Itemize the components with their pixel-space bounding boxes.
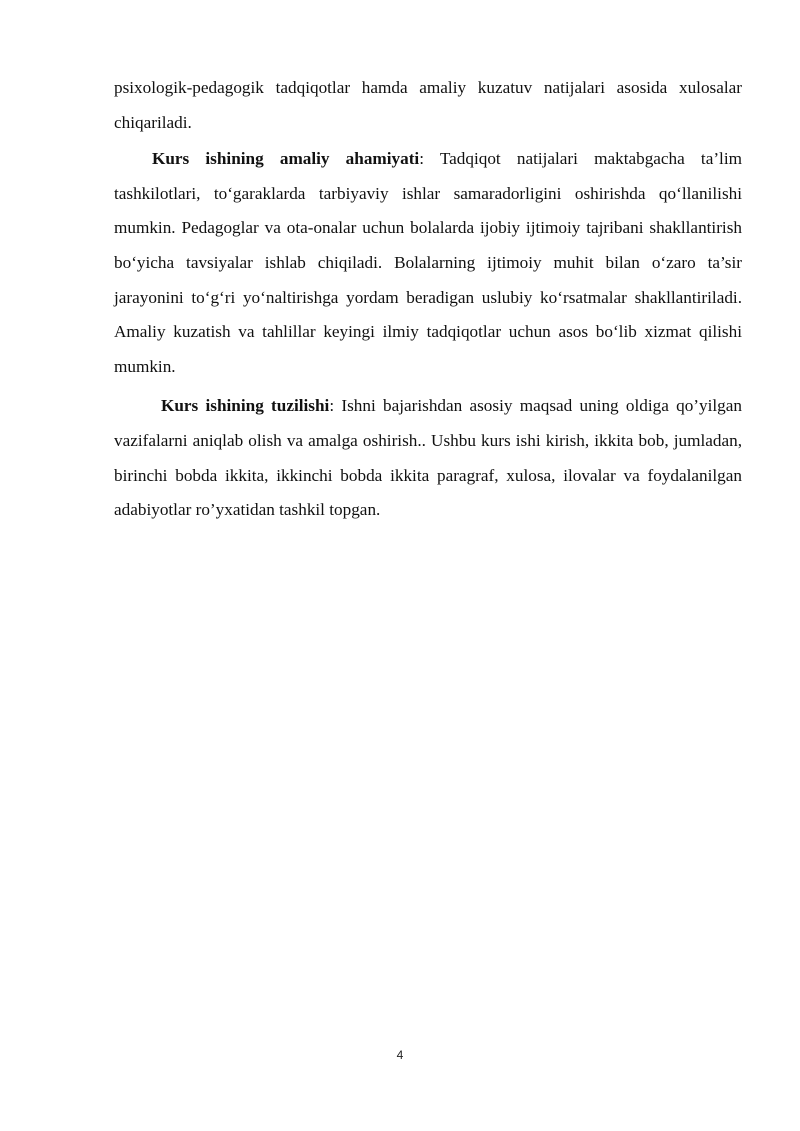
- structure-colon: :: [329, 396, 335, 416]
- structure-heading: Kurs ishining tuzilishi: [161, 396, 330, 416]
- practical-significance-text: Tadqiqot natijalari maktabgacha ta’lim tashkilotlari, to‘garaklarda tarbiyaviy ishlar samaradorligini oshirishda qo‘llanilishi mumkin. Pedagoglar va ota-onalar uchun bolalarda ijobiy ijtimoiy tajribani shakllantirish bo‘yicha tavsiyalar ishlab chiqiladi. Bolalarning ijtimoiy muhit bilan o‘zaro ta’sir jarayonini to‘g‘ri yo‘naltirishga yordam beradigan uslubiy ko‘rsatmalar shakllantiriladi. Amaliy kuzatish va tahlillar keyingi ilmiy tadqiqotlar uchun asos bo‘lib xizmat qilishi mumkin.: [114, 149, 742, 376]
- practical-significance-heading: Kurs ishining amaliy ahamiyati: [152, 149, 420, 169]
- structure-paragraph: [114, 389, 742, 527]
- page-number: 4: [396, 1048, 404, 1062]
- practical-significance-colon: :: [419, 149, 424, 169]
- practical-significance-paragraph: [114, 142, 742, 384]
- intro-paragraph: psixologik-pedagogik tadqiqotlar hamda amaliy kuzatuv natijalari asosida xulosalar chiqariladi.: [114, 78, 742, 132]
- structure-text: Ishni bajarishdan asosiy maqsad uning oldiga qo’yilgan vazifalarni aniqlab olish va amalga oshirish.. Ushbu kurs ishi kirish, ikkita bob, jumladan, birinchi bobda ikkita, ikkinchi bobda ikkita paragraf, xulosa, ilovalar va foydalanilgan adabiyotlar ro’yxatidan tashkil topgan.: [114, 396, 742, 520]
- document-body: [114, 71, 742, 528]
